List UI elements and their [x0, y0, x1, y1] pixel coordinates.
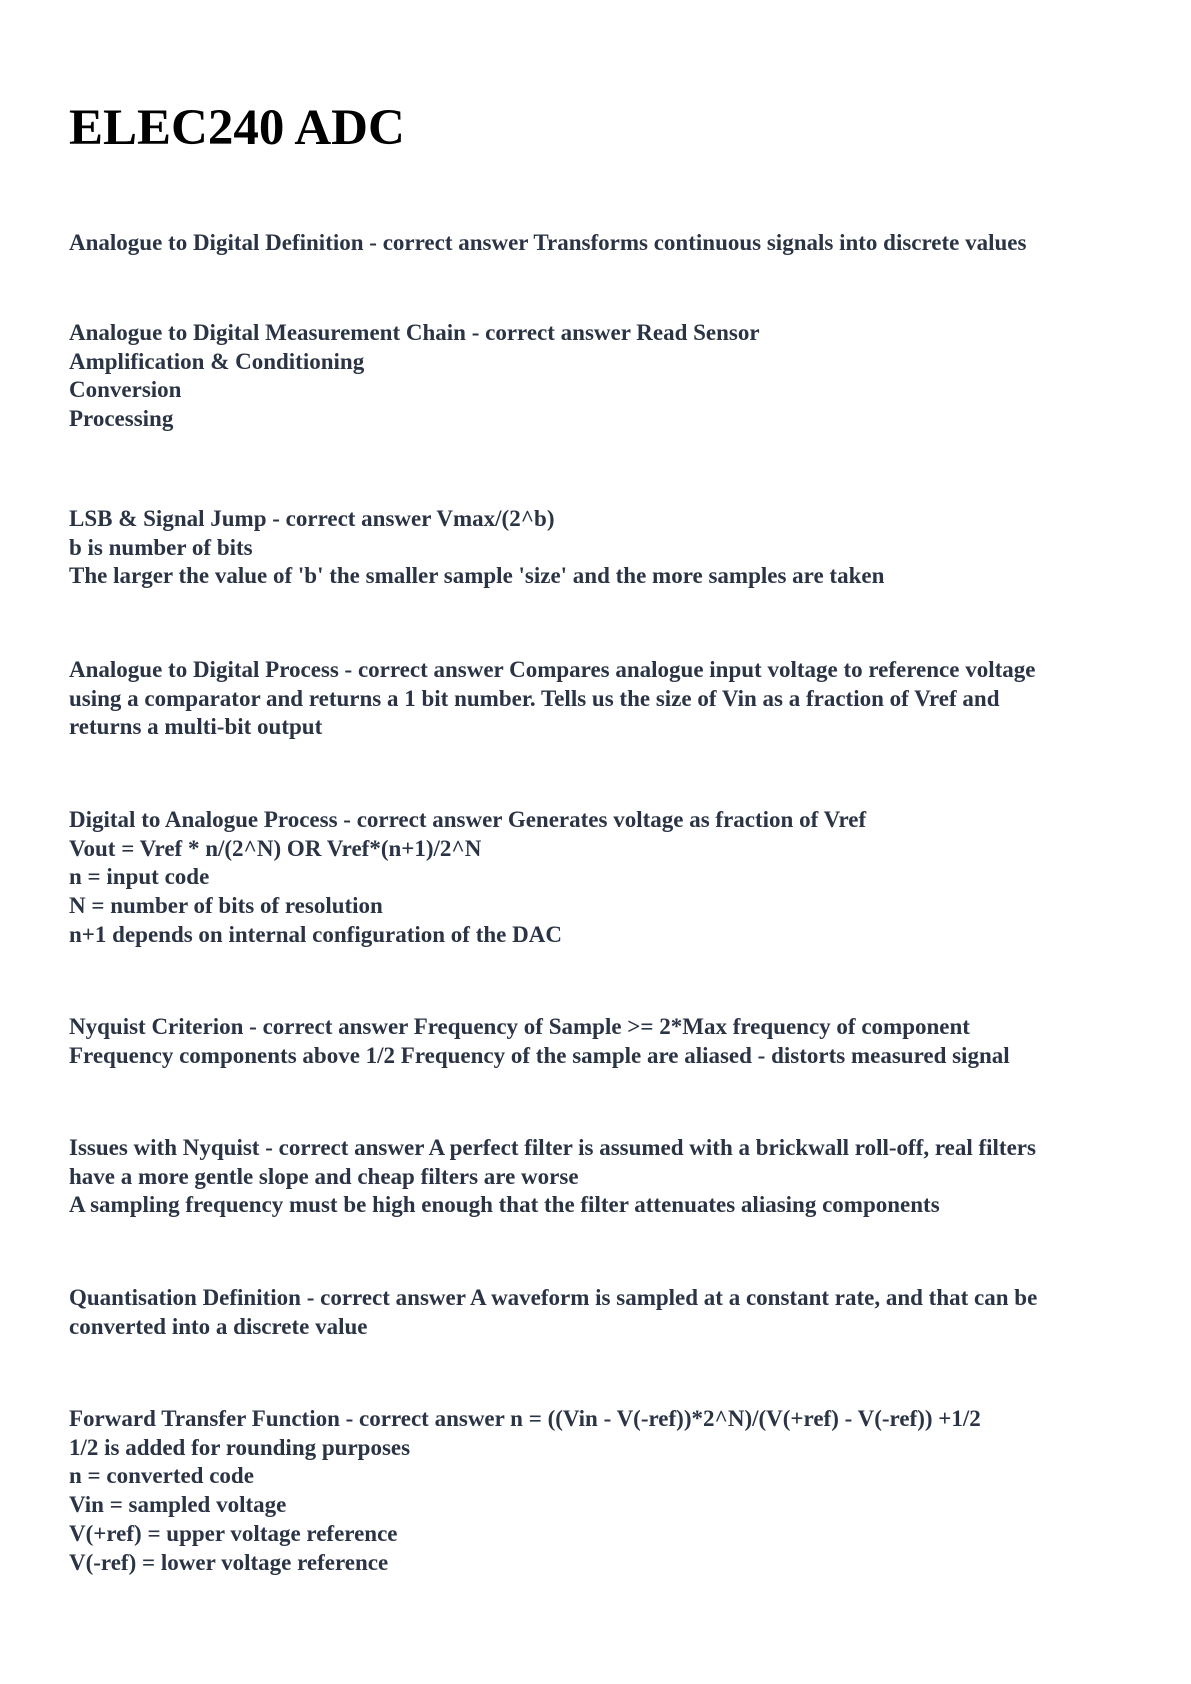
card-line: Quantisation Definition - correct answer A waveform is sampled at a constant rate, and that can be — [69, 1285, 1038, 1310]
card-line: Vin = sampled voltage — [69, 1492, 287, 1518]
card-line: LSB & Signal Jump - correct answer Vmax/(2^b) — [69, 506, 555, 531]
card-line: returns a multi-bit output — [69, 714, 323, 740]
card-line: Issues with Nyquist - correct answer A perfect filter is assumed with a brickwall roll-off, real filters — [69, 1135, 1036, 1160]
flashcard-measurement-chain — [69, 319, 1129, 434]
document-title: ELEC240 ADC — [69, 100, 405, 156]
card-line: Vout = Vref * n/(2^N) OR Vref*(n+1)/2^N — [69, 835, 482, 861]
card-line: 1/2 is added for rounding purposes — [69, 1434, 411, 1460]
flashcard-lsb-signal-jump — [69, 505, 1129, 591]
card-line: A sampling frequency must be high enough that the filter attenuates aliasing components — [69, 1192, 940, 1218]
card-line: Analogue to Digital Definition - correct answer Transforms continuous signals into discrete values — [69, 230, 1027, 255]
card-line: using a comparator and returns a 1 bit number. Tells us the size of Vin as a fraction of Vref and — [69, 685, 1000, 711]
flashcard-adc-definition — [69, 229, 1129, 258]
card-line: converted into a discrete value — [69, 1313, 368, 1339]
card-line: Processing — [69, 406, 174, 432]
card-line: n = input code — [69, 864, 210, 890]
flashcard-nyquist-criterion — [69, 1013, 1129, 1070]
card-line: Amplification & Conditioning — [69, 348, 365, 374]
flashcard-adc-process — [69, 656, 1129, 742]
flashcard-nyquist-issues — [69, 1134, 1129, 1220]
card-line: n+1 depends on internal configuration of the DAC — [69, 921, 562, 947]
card-line: Conversion — [69, 377, 182, 403]
card-line: b is number of bits — [69, 534, 253, 560]
flashcard-quantisation — [69, 1284, 1129, 1341]
card-line: N = number of bits of resolution — [69, 893, 383, 919]
card-line: V(+ref) = upper voltage reference — [69, 1520, 398, 1546]
card-line: The larger the value of 'b' the smaller sample 'size' and the more samples are taken — [69, 563, 885, 589]
card-line: Nyquist Criterion - correct answer Frequency of Sample >= 2*Max frequency of component — [69, 1014, 970, 1039]
card-line: Forward Transfer Function - correct answer n = ((Vin - V(-ref))*2^N)/(V(+ref) - V(-ref)) +1/2 — [69, 1406, 981, 1431]
card-line: n = converted code — [69, 1463, 254, 1489]
card-line: Analogue to Digital Process - correct answer Compares analogue input voltage to reference voltage — [69, 657, 1036, 682]
flashcard-dac-process — [69, 806, 1129, 950]
card-line: have a more gentle slope and cheap filters are worse — [69, 1163, 579, 1189]
card-line: Digital to Analogue Process - correct answer Generates voltage as fraction of Vref — [69, 807, 867, 832]
card-line: Analogue to Digital Measurement Chain - correct answer Read Sensor — [69, 320, 760, 345]
card-line: Frequency components above 1/2 Frequency of the sample are aliased - distorts measured signal — [69, 1042, 1010, 1068]
flashcard-forward-transfer-function — [69, 1405, 1129, 1577]
card-line: V(-ref) = lower voltage reference — [69, 1549, 389, 1575]
